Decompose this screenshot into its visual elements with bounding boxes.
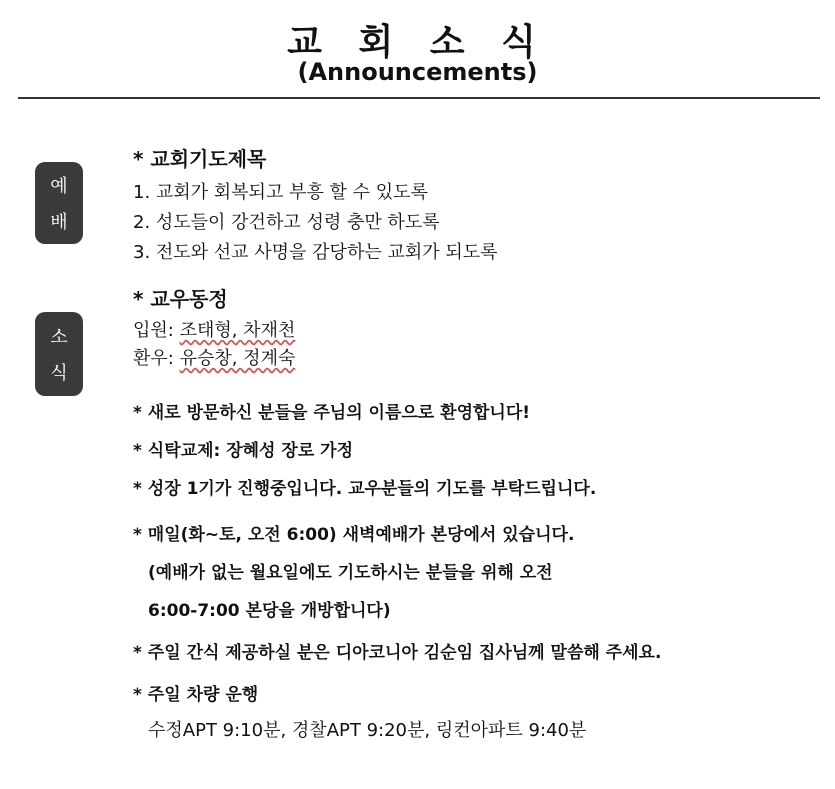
news-tag-char-1: 소 — [50, 326, 68, 348]
header-divider — [18, 97, 820, 99]
dawn-service-line-1: * 매일(화~토, 오전 6:00) 새벽예배가 본당에서 있습니다. — [133, 525, 575, 545]
vehicle-heading: * 주일 차량 운행 — [133, 685, 259, 705]
notice-welcome: * 새로 방문하신 분들을 주님의 이름으로 환영합니다! — [133, 403, 531, 423]
members-heading: * 교우동정 — [133, 287, 228, 311]
page-title-english: (Announcements) — [297, 58, 538, 86]
news-tag-char-2: 식 — [50, 363, 68, 385]
worship-tag-char-1: 예 — [50, 176, 68, 197]
notice-growth: * 성장 1기가 진행중입니다. 교우분들의 기도를 부탁드립니다. — [133, 479, 597, 499]
dawn-service-line-3: 6:00-7:00 본당을 개방합니다) — [148, 601, 391, 621]
members-sick-row — [133, 344, 295, 370]
dawn-service-line-2: (예배가 없는 월요일에도 기도하시는 분들을 위해 오전 — [148, 563, 553, 583]
notice-snack: * 주일 간식 제공하실 분은 디아코니아 김순임 집사님께 말씀해 주세요. — [133, 643, 662, 663]
news-tag — [35, 312, 83, 396]
prayer-item-2: 2. 성도들이 강건하고 성령 충만 하도록 — [133, 212, 440, 233]
sick-label: 환우: — [133, 348, 174, 369]
sick-names: 유승창, 정계숙 — [179, 348, 296, 369]
prayer-item-1: 1. 교회가 회복되고 부흥 할 수 있도록 — [133, 182, 428, 203]
prayer-item-3: 3. 전도와 선교 사명을 감당하는 교회가 되도록 — [133, 242, 498, 263]
hospital-names: 조태형, 차재천 — [179, 320, 296, 341]
members-hospital-row — [133, 316, 295, 342]
vehicle-schedule: 수정APT 9:10분, 경찰APT 9:20분, 링컨아파트 9:40분 — [148, 720, 587, 741]
hospital-label: 입원: — [133, 320, 174, 341]
notice-meal: * 식탁교제: 장혜성 장로 가정 — [133, 441, 354, 461]
worship-tag — [35, 162, 83, 244]
worship-tag-char-2: 배 — [50, 212, 68, 233]
prayer-heading: * 교회기도제목 — [133, 147, 267, 171]
page-title-korean: 교 회 소 식 — [287, 22, 548, 63]
